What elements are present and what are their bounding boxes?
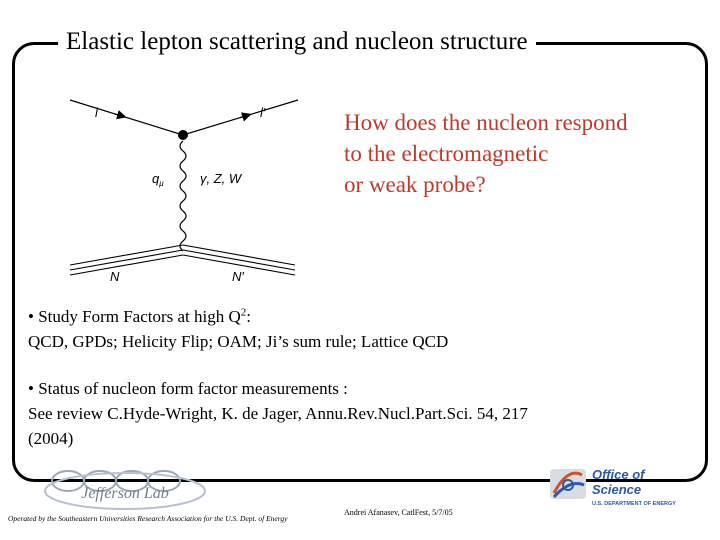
bullet-line: • Status of nucleon form factor measurements :: [28, 379, 348, 398]
doe-office-of-science-logo: [546, 463, 696, 509]
bullet-line: • Study Form Factors at high $Q^2$:: [28, 306, 252, 326]
question-line: to the electromagnetic: [344, 141, 549, 166]
jefferson-lab-logo: [30, 463, 220, 515]
bullet-line: See review C.Hyde-Wright, K. de Jager, Annu.Rev.Nucl.Part.Sci. 54, 217: [28, 404, 528, 423]
svg-text:Jefferson Lab: Jefferson Lab: [81, 485, 169, 502]
svg-text:U.S. DEPARTMENT OF ENERGY: U.S. DEPARTMENT OF ENERGY: [592, 501, 676, 507]
question-line: How does the nucleon respond: [344, 110, 628, 135]
author-date-text: Andrei Afanasev, CatlFest, 5/7/05: [344, 508, 453, 517]
probe-question: [344, 107, 704, 200]
incoming-lepton-line: [70, 100, 183, 135]
question-line: or weak probe?: [344, 172, 486, 197]
svg-text:Office of: Office of: [592, 467, 645, 482]
bullet-line: QCD, GPDs; Helicity Flip; OAM; Ji’s sum rule; Lattice QCD: [28, 332, 449, 351]
label-lprime: l′: [260, 105, 266, 120]
slide-title: Elastic lepton scattering and nucleon structure: [58, 26, 536, 58]
boson-wavy-line: [180, 141, 186, 251]
label-q: $q_\mu$: [152, 171, 164, 188]
label-l: l: [95, 105, 98, 120]
svg-text:Science: Science: [592, 482, 642, 497]
feynman-diagram: [60, 95, 310, 295]
label-boson: γ, Z, W: [200, 171, 242, 186]
bullet-status: [28, 376, 698, 451]
label-N: N: [110, 269, 120, 284]
nucleon-lines: [70, 245, 295, 275]
bullet-form-factors: [28, 304, 698, 354]
bullet-line: (2004): [28, 429, 74, 448]
operated-by-text: Operated by the Southeastern Universities Research Association for the U.S. Dept. of Energy: [8, 514, 288, 523]
vertex-dot: [178, 130, 188, 140]
label-Nprime: N′: [232, 269, 244, 284]
